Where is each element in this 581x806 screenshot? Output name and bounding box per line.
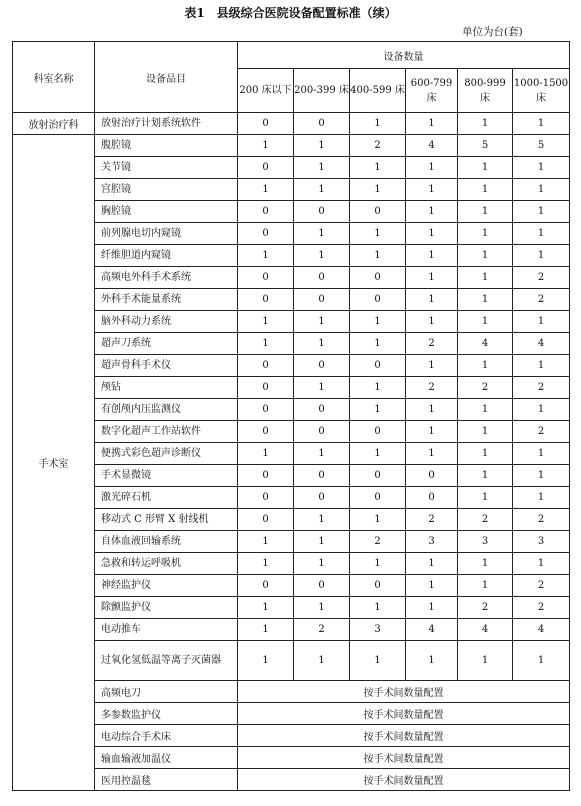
qty-value: 1 <box>350 311 406 333</box>
item-name: 宫腔镜 <box>95 179 238 201</box>
qty-value: 1 <box>406 597 458 619</box>
qty-value: 1 <box>458 399 513 421</box>
table-row <box>13 531 570 553</box>
qty-value: 1 <box>406 179 458 201</box>
qty-value: 0 <box>294 465 350 487</box>
item-name: 移动式 C 形臂 X 射线机 <box>95 509 238 531</box>
header-beds: 800-999 床 <box>458 69 513 113</box>
qty-value: 1 <box>294 311 350 333</box>
item-name: 输血输液加温仪 <box>95 747 238 769</box>
qty-value: 1 <box>513 487 570 509</box>
config-note: 按手术间数量配置 <box>238 747 570 769</box>
qty-value: 1 <box>238 641 294 681</box>
qty-value: 1 <box>458 157 513 179</box>
header-beds: 600-799 床 <box>406 69 458 113</box>
table-row <box>13 575 570 597</box>
header-dept: 科室名称 <box>13 42 95 113</box>
qty-value: 1 <box>458 641 513 681</box>
qty-value: 1 <box>294 443 350 465</box>
qty-value: 1 <box>350 113 406 135</box>
qty-value: 1 <box>458 465 513 487</box>
item-name: 脑外科动力系统 <box>95 311 238 333</box>
table-row <box>13 113 570 135</box>
qty-value: 2 <box>513 377 570 399</box>
qty-value: 4 <box>406 135 458 157</box>
qty-value: 1 <box>513 157 570 179</box>
qty-value: 2 <box>350 135 406 157</box>
qty-value: 1 <box>294 245 350 267</box>
qty-value: 1 <box>350 641 406 681</box>
table-row <box>13 245 570 267</box>
qty-value: 1 <box>513 553 570 575</box>
table-row <box>13 641 570 681</box>
qty-value: 0 <box>238 157 294 179</box>
config-note: 按手术间数量配置 <box>238 725 570 747</box>
qty-value: 1 <box>406 201 458 223</box>
item-name: 电动推车 <box>95 619 238 641</box>
qty-value: 1 <box>406 399 458 421</box>
table-row <box>13 725 570 747</box>
table-row <box>13 553 570 575</box>
item-name: 前列腺电切内窥镜 <box>95 223 238 245</box>
qty-value: 0 <box>294 201 350 223</box>
item-name: 外科手术能量系统 <box>95 289 238 311</box>
qty-value: 3 <box>350 619 406 641</box>
table-row <box>13 681 570 703</box>
qty-value: 1 <box>238 619 294 641</box>
item-name: 纤维胆道内窥镜 <box>95 245 238 267</box>
qty-value: 3 <box>458 531 513 553</box>
qty-value: 2 <box>513 267 570 289</box>
qty-value: 0 <box>350 421 406 443</box>
qty-value: 1 <box>406 355 458 377</box>
item-name: 手术显微镜 <box>95 465 238 487</box>
table-row <box>13 465 570 487</box>
qty-value: 1 <box>458 311 513 333</box>
item-name: 关节镜 <box>95 157 238 179</box>
qty-value: 1 <box>406 443 458 465</box>
table-row <box>13 267 570 289</box>
qty-value: 0 <box>350 267 406 289</box>
item-name: 数字化超声工作站软件 <box>95 421 238 443</box>
item-name: 除颤监护仪 <box>95 597 238 619</box>
qty-value: 0 <box>294 267 350 289</box>
table-row <box>13 289 570 311</box>
qty-value: 1 <box>350 399 406 421</box>
qty-value: 0 <box>238 267 294 289</box>
qty-value: 2 <box>513 575 570 597</box>
qty-value: 0 <box>294 421 350 443</box>
qty-value: 2 <box>458 377 513 399</box>
item-name: 胸腔镜 <box>95 201 238 223</box>
config-note: 按手术间数量配置 <box>238 681 570 703</box>
qty-value: 2 <box>406 509 458 531</box>
qty-value: 0 <box>238 201 294 223</box>
qty-value: 1 <box>238 597 294 619</box>
dept-name: 放射治疗科 <box>13 113 95 135</box>
qty-value: 1 <box>458 355 513 377</box>
qty-value: 1 <box>513 311 570 333</box>
qty-value: 1 <box>350 377 406 399</box>
qty-value: 1 <box>294 597 350 619</box>
qty-value: 2 <box>406 377 458 399</box>
qty-value: 1 <box>350 179 406 201</box>
qty-value: 1 <box>513 113 570 135</box>
qty-value: 2 <box>513 509 570 531</box>
qty-value: 1 <box>406 553 458 575</box>
qty-value: 0 <box>406 465 458 487</box>
qty-value: 1 <box>350 245 406 267</box>
qty-value: 0 <box>238 399 294 421</box>
table-row <box>13 487 570 509</box>
header-beds: 1000-1500 床 <box>513 69 570 113</box>
table-row <box>13 443 570 465</box>
qty-value: 0 <box>406 487 458 509</box>
qty-value: 0 <box>350 355 406 377</box>
qty-value: 2 <box>458 597 513 619</box>
header-item: 设备品目 <box>95 42 238 113</box>
qty-value: 0 <box>238 487 294 509</box>
qty-value: 1 <box>294 157 350 179</box>
qty-value: 4 <box>458 619 513 641</box>
qty-value: 1 <box>406 267 458 289</box>
table-row <box>13 135 570 157</box>
table-row <box>13 377 570 399</box>
qty-value: 1 <box>350 223 406 245</box>
qty-value: 1 <box>350 443 406 465</box>
qty-value: 1 <box>513 223 570 245</box>
qty-value: 1 <box>513 443 570 465</box>
qty-value: 0 <box>238 575 294 597</box>
qty-value: 0 <box>238 113 294 135</box>
qty-value: 1 <box>294 377 350 399</box>
table-row <box>13 769 570 791</box>
item-name: 放射治疗计划系统软件 <box>95 113 238 135</box>
qty-value: 3 <box>406 531 458 553</box>
qty-value: 2 <box>513 597 570 619</box>
qty-value: 1 <box>513 465 570 487</box>
qty-value: 2 <box>513 289 570 311</box>
qty-value: 0 <box>238 465 294 487</box>
qty-value: 1 <box>350 597 406 619</box>
item-name: 过氧化氢低温等离子灭菌器 <box>95 641 238 681</box>
header-beds: 200-399 床 <box>294 69 350 113</box>
item-name: 自体血液回输系统 <box>95 531 238 553</box>
qty-value: 1 <box>238 531 294 553</box>
table-row <box>13 703 570 725</box>
item-name: 高频电刀 <box>95 681 238 703</box>
header-beds: 200 床以下 <box>238 69 294 113</box>
qty-value: 1 <box>238 333 294 355</box>
qty-value: 1 <box>513 399 570 421</box>
qty-value: 0 <box>238 223 294 245</box>
qty-value: 1 <box>238 245 294 267</box>
qty-value: 1 <box>458 289 513 311</box>
qty-value: 0 <box>238 377 294 399</box>
qty-value: 1 <box>458 443 513 465</box>
qty-value: 0 <box>238 355 294 377</box>
qty-value: 0 <box>350 465 406 487</box>
qty-value: 1 <box>294 531 350 553</box>
qty-value: 1 <box>458 487 513 509</box>
item-name: 电动综合手术床 <box>95 725 238 747</box>
qty-value: 2 <box>406 333 458 355</box>
table-row <box>13 179 570 201</box>
qty-value: 1 <box>350 157 406 179</box>
qty-value: 1 <box>350 509 406 531</box>
qty-value: 1 <box>238 311 294 333</box>
qty-value: 1 <box>513 201 570 223</box>
qty-value: 1 <box>458 267 513 289</box>
qty-value: 1 <box>458 201 513 223</box>
table-row <box>13 355 570 377</box>
qty-value: 4 <box>513 333 570 355</box>
table-row <box>13 421 570 443</box>
table-row <box>13 597 570 619</box>
table-title: 表1 县级综合医院设备配置标准（续） <box>184 6 397 20</box>
qty-value: 1 <box>294 135 350 157</box>
config-note: 按手术间数量配置 <box>238 769 570 791</box>
qty-value: 1 <box>238 553 294 575</box>
qty-value: 1 <box>294 179 350 201</box>
qty-value: 0 <box>350 575 406 597</box>
item-name: 颅钻 <box>95 377 238 399</box>
qty-value: 0 <box>238 421 294 443</box>
table-row <box>13 619 570 641</box>
qty-value: 1 <box>238 443 294 465</box>
item-name: 有创颅内压监测仪 <box>95 399 238 421</box>
qty-value: 4 <box>406 619 458 641</box>
qty-value: 0 <box>350 201 406 223</box>
qty-value: 1 <box>406 113 458 135</box>
item-name: 多参数监护仪 <box>95 703 238 725</box>
qty-value: 0 <box>294 399 350 421</box>
qty-value: 1 <box>406 311 458 333</box>
qty-value: 1 <box>458 179 513 201</box>
table-row <box>13 399 570 421</box>
qty-value: 1 <box>406 575 458 597</box>
unit-note: 单位为台(套) <box>462 26 523 38</box>
qty-value: 1 <box>238 179 294 201</box>
header-beds: 400-599 床 <box>350 69 406 113</box>
qty-value: 0 <box>238 509 294 531</box>
qty-value: 0 <box>350 289 406 311</box>
qty-value: 1 <box>294 333 350 355</box>
item-name: 超声骨科手术仪 <box>95 355 238 377</box>
table-row <box>13 333 570 355</box>
qty-value: 1 <box>458 553 513 575</box>
item-name: 腹腔镜 <box>95 135 238 157</box>
qty-value: 5 <box>458 135 513 157</box>
qty-value: 1 <box>406 641 458 681</box>
equipment-table <box>12 41 570 791</box>
table-row <box>13 747 570 769</box>
table-row <box>13 157 570 179</box>
qty-value: 0 <box>294 113 350 135</box>
qty-value: 4 <box>513 619 570 641</box>
qty-value: 1 <box>294 509 350 531</box>
qty-value: 1 <box>458 575 513 597</box>
qty-value: 0 <box>350 487 406 509</box>
item-name: 医用控温毯 <box>95 769 238 791</box>
qty-value: 2 <box>350 531 406 553</box>
qty-value: 0 <box>294 575 350 597</box>
qty-value: 4 <box>458 333 513 355</box>
qty-value: 1 <box>406 421 458 443</box>
qty-value: 1 <box>350 553 406 575</box>
qty-value: 1 <box>513 355 570 377</box>
item-name: 急救和转运呼吸机 <box>95 553 238 575</box>
qty-value: 3 <box>513 531 570 553</box>
table-row <box>13 201 570 223</box>
qty-value: 5 <box>513 135 570 157</box>
dept-name: 手术室 <box>13 135 95 791</box>
qty-value: 2 <box>458 509 513 531</box>
qty-value: 2 <box>294 619 350 641</box>
qty-value: 1 <box>406 223 458 245</box>
qty-value: 1 <box>406 289 458 311</box>
item-name: 激光碎石机 <box>95 487 238 509</box>
item-name: 神经监护仪 <box>95 575 238 597</box>
item-name: 超声刀系统 <box>95 333 238 355</box>
table-row <box>13 311 570 333</box>
config-note: 按手术间数量配置 <box>238 703 570 725</box>
qty-value: 1 <box>458 421 513 443</box>
qty-value: 1 <box>294 641 350 681</box>
qty-value: 1 <box>458 245 513 267</box>
item-name: 便携式彩色超声诊断仪 <box>95 443 238 465</box>
qty-value: 1 <box>458 223 513 245</box>
qty-value: 1 <box>350 333 406 355</box>
qty-value: 1 <box>406 245 458 267</box>
qty-value: 1 <box>458 113 513 135</box>
qty-value: 1 <box>294 223 350 245</box>
header-qty: 设备数量 <box>238 42 570 69</box>
qty-value: 0 <box>294 355 350 377</box>
qty-value: 0 <box>238 289 294 311</box>
table-row <box>13 509 570 531</box>
qty-value: 2 <box>513 421 570 443</box>
qty-value: 1 <box>406 157 458 179</box>
qty-value: 1 <box>513 641 570 681</box>
qty-value: 0 <box>294 289 350 311</box>
item-name: 高频电外科手术系统 <box>95 267 238 289</box>
qty-value: 1 <box>294 553 350 575</box>
qty-value: 1 <box>238 135 294 157</box>
qty-value: 1 <box>513 245 570 267</box>
qty-value: 1 <box>513 179 570 201</box>
table-row <box>13 223 570 245</box>
qty-value: 0 <box>294 487 350 509</box>
